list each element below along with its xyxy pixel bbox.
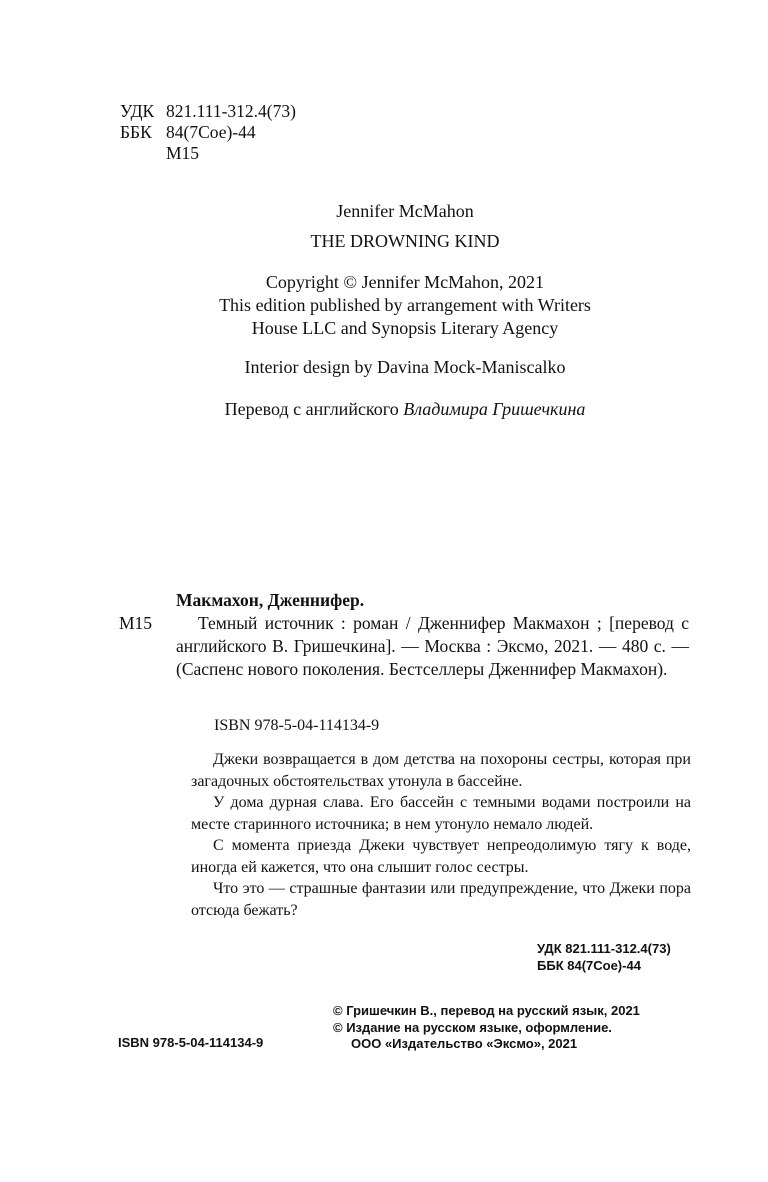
bbk-row bbox=[120, 122, 296, 143]
annotation-paragraph: Что это — страшные фантазии или предупреждение, что Джеки пора отсюда бежать? bbox=[191, 880, 691, 919]
index-codes-block bbox=[120, 101, 296, 164]
annotation bbox=[191, 749, 691, 921]
udk-code: УДК 821.111-312.4(73) bbox=[537, 941, 671, 956]
udk-row bbox=[120, 101, 296, 122]
translation-credit bbox=[160, 398, 650, 421]
bbk-code: ББК 84(7Сое)-44 bbox=[537, 958, 641, 973]
isbn-bottom: ISBN 978-5-04-114134-9 bbox=[118, 1035, 264, 1050]
bibliographic-record bbox=[176, 589, 689, 681]
bibliographic-author-mark: М15 bbox=[119, 613, 153, 633]
rights-line: © Гришечкин В., перевод на русский язык, 2021 bbox=[333, 1003, 640, 1018]
copyright-line: House LLC and Synopsis Literary Agency bbox=[251, 318, 559, 338]
rights-line: ООО «Издательство «Эксмо», 2021 bbox=[351, 1036, 578, 1051]
annotation-paragraph: С момента приезда Джеки чувствует непреодолимую тягу к воде, иногда ей кажется, что она слышит голос сестры. bbox=[191, 837, 691, 876]
bbk-value: 84(7Сое)-44 bbox=[166, 122, 256, 142]
copyright-line: This edition published by arrangement with Writers bbox=[219, 295, 591, 315]
udk-value: 821.111-312.4(73) bbox=[166, 101, 296, 121]
isbn-record: ISBN 978-5-04-114134-9 bbox=[214, 717, 380, 734]
copyright-notice bbox=[160, 271, 650, 340]
copyright-line: Copyright © Jennifer McMahon, 2021 bbox=[265, 272, 545, 292]
classification-right bbox=[537, 940, 671, 974]
original-author: Jennifer McMahon bbox=[336, 201, 474, 221]
bbk-label: ББК bbox=[120, 122, 152, 142]
annotation-paragraph: Джеки возвращается в дом детства на похороны сестры, которая при загадочных обстоятельствах утонула в бассейне. bbox=[191, 751, 691, 790]
translation-prefix: Перевод с английского bbox=[224, 399, 404, 419]
rights-block bbox=[333, 1003, 640, 1053]
bibliographic-description: Темный источник : роман / Дженнифер Макмахон ; [перевод с английского В. Гришечкина]. — Москва : Эксмо, 2021. — 480 с. — (Саспенс нового поколения. Бестселлеры Дженнифер Макмахон). bbox=[176, 613, 689, 679]
annotation-paragraph: У дома дурная слава. Его бассейн с темными водами построили на месте старинного источника; в нем утонуло немало людей. bbox=[191, 794, 691, 833]
translator-name: Владимира Гришечкина bbox=[403, 399, 586, 419]
udk-label: УДК bbox=[120, 101, 155, 121]
author-mark: М15 bbox=[166, 143, 200, 163]
rights-line: © Издание на русском языке, оформление. bbox=[333, 1019, 612, 1035]
interior-design-credit: Interior design by Davina Mock-Maniscalko bbox=[244, 357, 566, 377]
bibliographic-heading: Макмахон, Дженнифер. bbox=[176, 590, 365, 610]
original-title: THE DROWNING KIND bbox=[310, 231, 500, 251]
